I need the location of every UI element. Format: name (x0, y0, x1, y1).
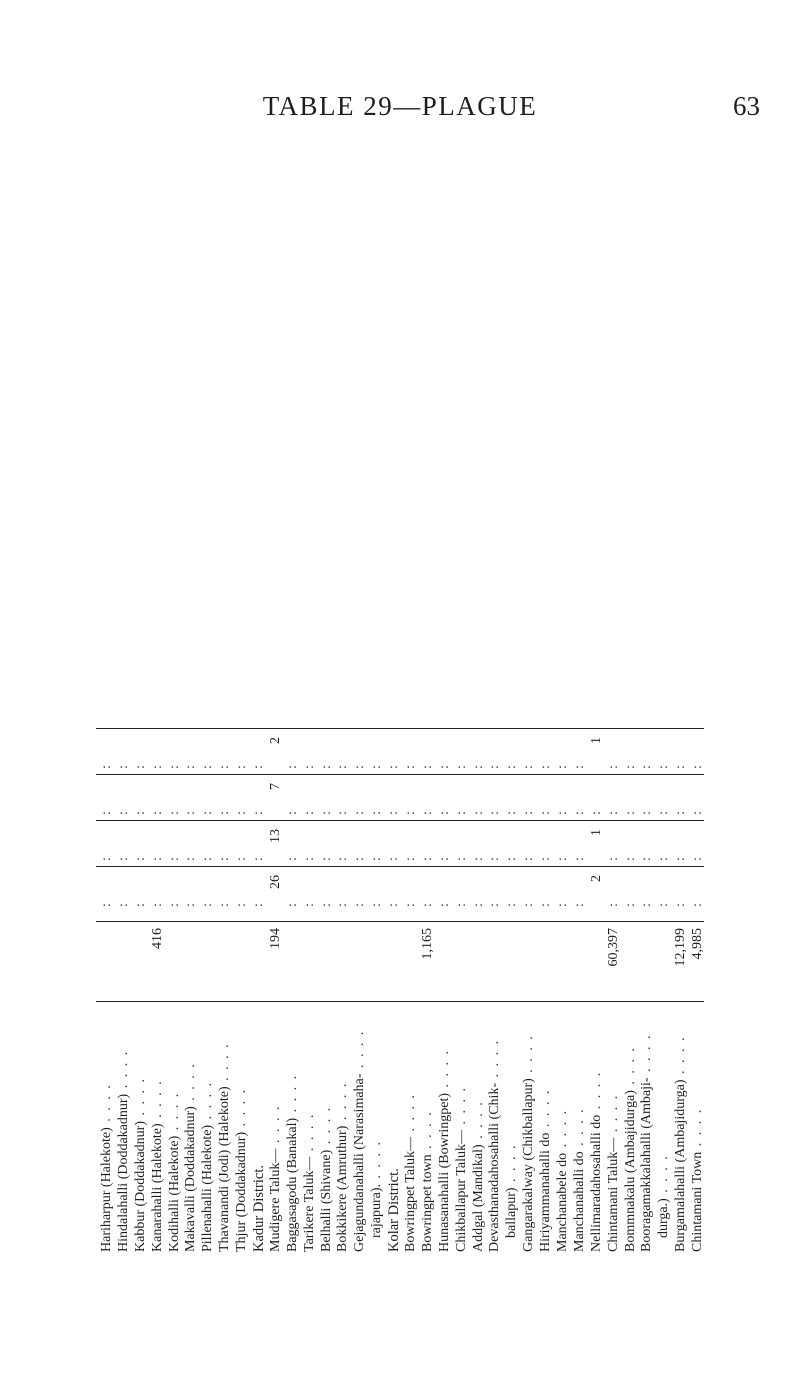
row-label-text: Kadur District. (251, 1165, 267, 1252)
empty-cell-dots: : (335, 764, 351, 769)
empty-cell-dots: : (99, 810, 114, 815)
row-label-text: ballapur) (504, 1187, 520, 1238)
row-label-text: Tarikere Taluk— (301, 1156, 317, 1252)
row-label-column (96, 1012, 704, 1252)
leader-dots: . . . . (183, 1062, 199, 1107)
row-label (687, 1012, 709, 1252)
empty-cell-dots: : (132, 856, 148, 861)
column-value: 7 (267, 783, 283, 790)
empty-cell-dots: : (521, 764, 537, 769)
empty-cell-dots: : (99, 764, 114, 769)
empty-cell-dots: : (403, 810, 418, 815)
empty-cell-dots: : (690, 810, 706, 815)
total-value: 194 (267, 928, 283, 949)
row-label-text: Hunasanahalli (Bowringpet) (436, 1092, 452, 1252)
empty-cell-dots: : (656, 856, 672, 861)
row-label-text: Gangarakalway (Chikballapur) (521, 1078, 537, 1252)
empty-cell-dots: : (132, 902, 148, 907)
empty-cell-dots: : (571, 764, 587, 769)
empty-cell-dots: : (301, 810, 317, 815)
leader-dots: . . . . (555, 1108, 570, 1153)
row-label-text: Hariharpur (Halekote) (99, 1127, 114, 1252)
table-rule (96, 1001, 704, 1002)
empty-cell-dots: : (521, 810, 537, 815)
empty-cell-dots: : (504, 810, 520, 815)
empty-cell-dots: : (386, 764, 402, 769)
empty-cell-dots: : (149, 856, 165, 861)
total-value: 12,199 (673, 928, 689, 967)
row-label-text: Chikballapur Taluk— (453, 1129, 469, 1252)
empty-cell-dots: : (251, 902, 266, 907)
empty-cell-dots: : (200, 902, 216, 907)
column-value: 13 (267, 829, 283, 843)
empty-cell-dots: : (183, 902, 199, 907)
empty-cell-dots: : (149, 810, 165, 815)
empty-cell-dots: : (200, 810, 216, 815)
empty-cell-dots: : (521, 856, 537, 861)
row-label-text: Burgamalahalli (Ambajidurga) (673, 1079, 689, 1252)
empty-cell-dots: : (487, 764, 503, 769)
empty-cell-dots: : (234, 856, 250, 861)
row-label-text: Kolar District. (386, 1168, 403, 1252)
empty-cell-dots: : (656, 764, 672, 769)
empty-cell-dots: : (217, 764, 233, 769)
empty-cell-dots: : (538, 856, 554, 861)
leader-dots: . . . . (267, 1104, 283, 1149)
empty-cell-dots: : (183, 810, 199, 815)
empty-cell-dots: : (673, 764, 689, 769)
empty-cell-dots: : (656, 810, 672, 815)
row-label-text: durga.) (656, 1198, 672, 1238)
empty-cell-dots: : (301, 856, 317, 861)
leader-dots: . . . . (284, 1073, 300, 1118)
empty-cell-dots: : (115, 902, 131, 907)
empty-cell-dots: : (436, 764, 452, 769)
empty-cell-dots: : (403, 902, 418, 907)
empty-cell-dots: : (403, 764, 418, 769)
empty-cell-dots: : (453, 902, 469, 907)
empty-cell-dots: : (571, 902, 587, 907)
row-label-text: Booragamakkalahalli (Ambaji- (639, 1077, 655, 1252)
empty-cell-dots: : (234, 810, 250, 815)
empty-cell-dots: : (369, 856, 385, 861)
empty-cell-dots: : (166, 856, 182, 861)
empty-cell-dots: : (690, 902, 706, 907)
empty-cell-dots: : (504, 902, 520, 907)
empty-cell-dots: : (335, 810, 351, 815)
empty-cell-dots: : (166, 764, 182, 769)
empty-cell-dots: : (690, 856, 706, 861)
empty-cell-dots: : (453, 764, 469, 769)
leader-dots: . . . . (504, 1143, 520, 1188)
empty-cell-dots: : (673, 856, 689, 861)
row-label-text: Kodihalli (Halekote) (166, 1135, 182, 1252)
row-label-text: Kabbur (Doddakadnur) (132, 1120, 148, 1252)
empty-cell-dots: : (588, 810, 604, 815)
empty-cell-dots: : (149, 902, 165, 907)
row-label-text: Belhalli (Shivane) (318, 1149, 334, 1252)
empty-cell-dots: : (386, 902, 402, 907)
empty-cell-dots: : (504, 856, 520, 861)
empty-cell-dots: : (436, 856, 452, 861)
total-value: 4,985 (690, 928, 706, 960)
empty-cell-dots: : (521, 902, 537, 907)
row-label-text: Hindalahalli (Doddakadnur) (115, 1093, 131, 1252)
empty-cell-dots: : (538, 810, 554, 815)
leader-dots: . . . . (605, 1093, 621, 1138)
empty-cell-dots: : (234, 902, 250, 907)
row-label-text: Hiriyammanahalli do (538, 1132, 554, 1252)
leader-dots: . . . . (453, 1085, 469, 1130)
empty-cell-dots: : (149, 764, 165, 769)
empty-cell-dots: : (690, 764, 706, 769)
leader-dots: . . . . (166, 1091, 182, 1136)
leader-dots: . . . . (419, 1110, 435, 1155)
row-label-text: Baggasagodu (Banakal) (284, 1117, 300, 1252)
row-label-text: Bowringpet Taluk— (403, 1136, 418, 1252)
leader-dots: . . . . (149, 1079, 165, 1124)
leader-dots: . . . . (403, 1092, 418, 1137)
empty-cell-dots: : (419, 810, 435, 815)
empty-cell-dots: : (115, 856, 131, 861)
leader-dots: . . . . (234, 1087, 250, 1132)
leader-dots: . . . . (673, 1035, 689, 1080)
leader-dots: . . . . (639, 1033, 655, 1078)
empty-cell-dots: : (622, 810, 638, 815)
data-column (96, 729, 704, 769)
row-label-text: Nellimaradahosahalli do (588, 1114, 604, 1252)
empty-cell-dots: : (352, 902, 368, 907)
empty-cell-dots: : (183, 764, 199, 769)
empty-cell-dots: : (419, 902, 435, 907)
empty-cell-dots: : (115, 764, 131, 769)
total-value: 1,165 (419, 928, 435, 960)
empty-cell-dots: : (470, 810, 486, 815)
empty-cell-dots: : (318, 902, 334, 907)
empty-cell-dots: : (115, 810, 131, 815)
empty-cell-dots: : (284, 856, 300, 861)
empty-cell-dots: : (419, 764, 435, 769)
row-label-text: Bokkikere (Amruthur) (335, 1125, 351, 1252)
empty-cell-dots: : (453, 856, 469, 861)
leader-dots: . . . . (487, 1038, 503, 1083)
empty-cell-dots: : (284, 810, 300, 815)
empty-cell-dots: : (555, 810, 570, 815)
empty-cell-dots: : (555, 856, 570, 861)
row-label-text: Devasthanadahosahalli (Chik- (487, 1082, 503, 1252)
row-label-text: Kanarahalli (Halekote) (149, 1123, 165, 1252)
empty-cell-dots: : (470, 856, 486, 861)
row-label-text: Chintamani Taluk— (605, 1137, 621, 1252)
empty-cell-dots: : (605, 764, 621, 769)
empty-cell-dots: : (369, 810, 385, 815)
empty-cell-dots: : (605, 856, 621, 861)
empty-cell-dots: : (673, 902, 689, 907)
leader-dots: . . . . (369, 1139, 385, 1184)
empty-cell-dots: : (639, 902, 655, 907)
empty-cell-dots: : (352, 856, 368, 861)
empty-cell-dots: : (200, 764, 216, 769)
leader-dots: . . . . (200, 1080, 216, 1125)
empty-cell-dots: : (217, 810, 233, 815)
empty-cell-dots: : (99, 902, 114, 907)
empty-cell-dots: : (301, 764, 317, 769)
empty-cell-dots: : (132, 810, 148, 815)
empty-cell-dots: : (335, 856, 351, 861)
empty-cell-dots: : (301, 902, 317, 907)
cell-value: 1 (588, 737, 604, 744)
cell-value: 2 (588, 875, 604, 882)
empty-cell-dots: : (318, 856, 334, 861)
column-rule (96, 866, 704, 867)
total-value: 60,397 (605, 928, 621, 967)
row-label-text: Chintamani Town (690, 1151, 706, 1252)
empty-cell-dots: : (251, 764, 266, 769)
page-number: 63 (733, 91, 760, 121)
leader-dots: . . . . (335, 1081, 351, 1126)
column-value: 2 (267, 737, 283, 744)
empty-cell-dots: : (251, 856, 266, 861)
empty-cell-dots: : (132, 764, 148, 769)
empty-cell-dots: : (453, 810, 469, 815)
empty-cell-dots: : (183, 856, 199, 861)
row-label-text: Thavanandi (Jodi) (Halekote) (217, 1086, 233, 1252)
empty-cell-dots: : (673, 810, 689, 815)
page-header (0, 0, 800, 60)
empty-cell-dots: : (622, 764, 638, 769)
empty-cell-dots: : (538, 764, 554, 769)
empty-cell-dots: : (386, 856, 402, 861)
table-rule (96, 921, 704, 922)
column-rule (96, 774, 704, 775)
leader-dots: . . . . (301, 1112, 317, 1157)
empty-cell-dots: : (639, 856, 655, 861)
empty-cell-dots: : (284, 764, 300, 769)
empty-cell-dots: : (571, 810, 587, 815)
leader-dots: . . . . (352, 1029, 368, 1074)
empty-cell-dots: : (656, 902, 672, 907)
empty-cell-dots: : (419, 856, 435, 861)
empty-cell-dots: : (217, 856, 233, 861)
empty-cell-dots: : (605, 902, 621, 907)
row-label-text: Manchanahalli do (571, 1151, 587, 1252)
row-label-text: Thjur (Doddakadnur) (234, 1131, 250, 1252)
empty-cell-dots: : (234, 764, 250, 769)
empty-cell-dots: : (639, 764, 655, 769)
empty-cell-dots: : (538, 902, 554, 907)
empty-cell-dots: : (99, 856, 114, 861)
empty-cell-dots: : (487, 810, 503, 815)
data-column (96, 775, 704, 815)
leader-dots: . . . . (132, 1076, 148, 1121)
plague-table (96, 152, 704, 1252)
empty-cell-dots: : (487, 856, 503, 861)
empty-cell-dots: : (605, 810, 621, 815)
column-rule (96, 820, 704, 821)
empty-cell-dots: : (436, 902, 452, 907)
row-label-text: Addgal (Mandikal) (470, 1144, 486, 1252)
empty-cell-dots: : (555, 764, 570, 769)
empty-cell-dots: : (166, 810, 182, 815)
empty-cell-dots: : (217, 902, 233, 907)
leader-dots: . . . . (470, 1100, 486, 1145)
totals-column (96, 928, 704, 994)
leader-dots: . . . . (571, 1107, 587, 1152)
row-label-text: Makavalli (Doddakadnur) (183, 1106, 199, 1252)
empty-cell-dots: : (251, 810, 266, 815)
empty-cell-dots: : (369, 764, 385, 769)
cell-value: 1 (588, 829, 604, 836)
empty-cell-dots: : (470, 902, 486, 907)
empty-cell-dots: : (386, 810, 402, 815)
row-label-text: Bommnakalu (Ambajidurga) (622, 1090, 638, 1252)
leader-dots: . . . . (436, 1048, 452, 1093)
leader-dots: . . . . (99, 1083, 114, 1128)
leader-dots: . . . . (588, 1070, 604, 1115)
column-rule (96, 728, 704, 729)
page-title: TABLE 29—PLAGUE (262, 91, 538, 121)
data-column (96, 821, 704, 861)
empty-cell-dots: : (352, 764, 368, 769)
empty-cell-dots: : (622, 902, 638, 907)
leader-dots: . . . . (690, 1107, 706, 1152)
row-label-text: Mudigere Taluk— (267, 1148, 283, 1252)
empty-cell-dots: : (639, 810, 655, 815)
data-column (96, 867, 704, 907)
leader-dots: . . . . (521, 1034, 537, 1079)
leader-dots: . . . . (622, 1046, 638, 1091)
row-label-text: Bowringpet town (419, 1154, 435, 1252)
empty-cell-dots: : (555, 902, 570, 907)
row-label-text: rajapura). (369, 1183, 385, 1238)
leader-dots: . . . . (115, 1049, 131, 1094)
empty-cell-dots: : (403, 856, 418, 861)
empty-cell-dots: : (470, 764, 486, 769)
empty-cell-dots: : (352, 810, 368, 815)
row-label-text: Manchanabele do (555, 1152, 570, 1252)
empty-cell-dots: : (369, 902, 385, 907)
column-value: 26 (267, 875, 283, 889)
row-label-text: Pillenahalli (Halekote) (200, 1124, 216, 1252)
empty-cell-dots: : (504, 764, 520, 769)
empty-cell-dots: : (200, 856, 216, 861)
empty-cell-dots: : (166, 902, 182, 907)
leader-dots: . . . . (318, 1105, 334, 1150)
empty-cell-dots: : (571, 856, 587, 861)
leader-dots: . . . . (217, 1042, 233, 1087)
empty-cell-dots: : (318, 764, 334, 769)
empty-cell-dots: : (335, 902, 351, 907)
empty-cell-dots: : (318, 810, 334, 815)
empty-cell-dots: : (487, 902, 503, 907)
row-label-text: Gejagundanahalli (Narasimaha- (352, 1073, 368, 1252)
total-value: 416 (149, 928, 165, 949)
empty-cell-dots: : (436, 810, 452, 815)
empty-cell-dots: : (284, 902, 300, 907)
empty-cell-dots: : (622, 856, 638, 861)
leader-dots: . . . . (656, 1154, 672, 1199)
leader-dots: . . . . (538, 1088, 554, 1133)
